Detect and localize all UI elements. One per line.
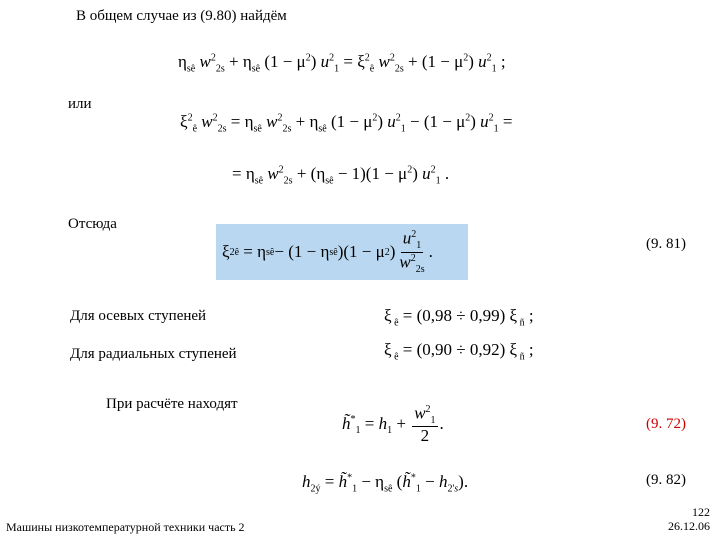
intro-text: В общем случае из (9.80) найдём <box>76 8 287 24</box>
equation-h1: $h̃^*_1 = h_1$ + $\frac{w^2_1}{2}$ . <box>342 403 444 446</box>
equation-h2: $h_{2ý}$ = $h̃^*_1 - \eta_{sê}$ $(h̃^*_1 - h_{2's})$. <box>302 472 469 495</box>
equation-2b: = $\eta_{sê}$ $w^2_{2s} + (\eta_{sê} - 1)(1 - \mu^2)$ $u^2_1$ . <box>232 164 450 187</box>
equation-axial: ξ $_ê$ = (0,98 ÷ 0,99) ξ $_ñ$ ; <box>384 306 534 329</box>
equation-number-72: (9. 72) <box>646 416 686 432</box>
footer-date: 26.12.06 <box>668 518 710 533</box>
label-radial: Для радиальных ступеней <box>70 346 237 362</box>
label-axial: Для осевых ступеней <box>70 308 207 324</box>
equation-1: $\eta_{sê}$ $w^2_{2s} + \eta_{sê}$ $(1 - \mu^2)$ $u^2_1 = \xi^2_ê$ $w^2_{2s} + (1 - \mu^2)$ $u^2_1$ ; <box>178 52 506 75</box>
footer-page-info <box>650 506 710 534</box>
label-calc: При расчёте находят <box>106 396 238 412</box>
page-number: 122 <box>692 505 710 519</box>
equation-2a: $\xi^2_ê$ $w^2_{2s} = \eta_{sê}$ $w^2_{2s} + \eta_{sê}$ $(1 - \mu^2)$ $u^2_1 - (1 - \mu^2) u^2_1$ = <box>180 112 513 135</box>
label-or: или <box>68 96 92 112</box>
equation-number-81: (9. 81) <box>646 236 686 252</box>
footer-title: Машины низкотемпературной техники часть 2 <box>6 520 245 534</box>
label-hence: Отсюда <box>68 216 117 232</box>
equation-81: ξ 2 ê = η sê − (1 − η sê )(1 − μ 2 ) $\frac{u^2_1}{w^2_{2s}}$ . <box>216 224 468 280</box>
equation-number-82: (9. 82) <box>646 472 686 488</box>
equation-radial: ξ $_ê$ = (0,90 ÷ 0,92) ξ $_ñ$ ; <box>384 340 534 363</box>
